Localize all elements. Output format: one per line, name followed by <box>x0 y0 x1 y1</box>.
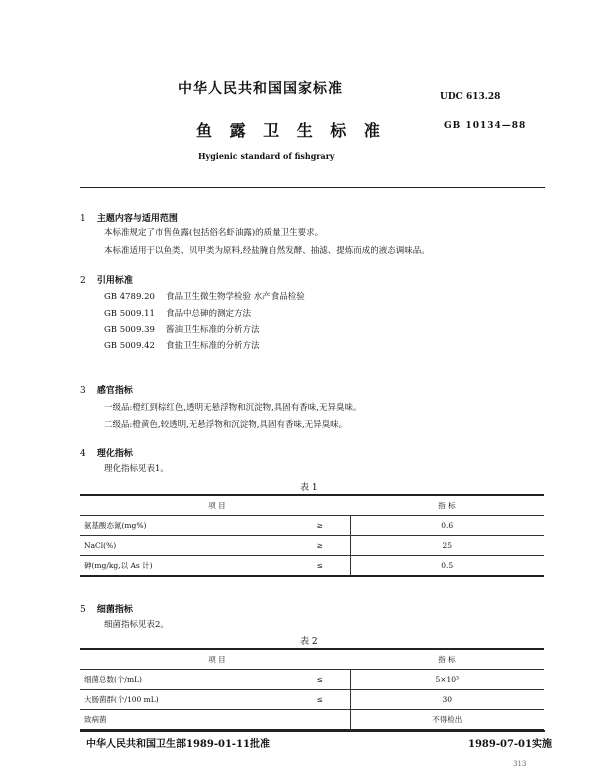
table-row <box>80 556 544 577</box>
header-index-label: 指 标 <box>438 655 456 664</box>
row-operator: ≤ <box>290 556 350 577</box>
row-operator: ≥ <box>290 536 350 556</box>
row-value: 5×10³ <box>350 670 544 690</box>
table-header-row <box>80 495 544 516</box>
reference-name: 酱油卫生标准的分析方法 <box>166 325 260 335</box>
section-2-heading <box>80 268 133 287</box>
table-row <box>80 690 544 710</box>
reference-item <box>104 307 251 319</box>
header-item <box>80 649 350 670</box>
reference-code: GB 5009.11 <box>104 309 155 319</box>
section-number: 2 <box>80 276 86 286</box>
row-item: NaCl(%) <box>80 536 290 556</box>
table-header-row <box>80 649 544 670</box>
row-item: 细菌总数(个/mL) <box>80 670 290 690</box>
header-index-label: 指 标 <box>438 501 456 510</box>
issuing-organization: 中华人民共和国国家标准 <box>178 81 343 97</box>
header-item <box>80 495 350 516</box>
table-2 <box>80 648 544 731</box>
table-row <box>80 536 544 556</box>
udc-number: UDC 613.28 <box>440 92 501 102</box>
reference-code: GB 4789.20 <box>104 292 155 302</box>
reference-name: 食品卫生微生物学检验 水产食品检验 <box>166 292 305 302</box>
section-1-paragraph: 本标准适用于以鱼类、贝甲类为原料,经盐腌自然发酵、抽滤、提炼而成的液态调味品。 <box>104 246 430 256</box>
gb-number: GB 10134—88 <box>444 121 527 131</box>
header-item-label: 项 目 <box>208 655 226 664</box>
table-row <box>80 516 544 536</box>
header-item-label: 项 目 <box>208 501 226 510</box>
reference-item <box>104 290 305 302</box>
reference-item <box>104 323 260 335</box>
section-3-paragraph: 一级品:橙红到棕红色,透明无悬浮物和沉淀物,具固有香味,无异臭味。 <box>104 403 362 413</box>
row-value: 25 <box>350 536 544 556</box>
row-item: 氨基酸态氮(mg%) <box>80 516 290 536</box>
table-2-caption: 表 2 <box>300 637 318 647</box>
standard-title: 鱼 露 卫 生 标 准 <box>196 121 386 140</box>
table-1 <box>80 494 544 577</box>
section-title: 细菌指标 <box>96 605 133 615</box>
section-4-paragraph: 理化指标见表1。 <box>104 464 169 474</box>
row-value: 0.6 <box>350 516 544 536</box>
section-1-heading <box>80 206 178 225</box>
reference-item <box>104 339 260 351</box>
row-operator <box>290 710 350 731</box>
section-number: 4 <box>80 449 86 459</box>
row-item: 大肠菌群(个/100 mL) <box>80 690 290 710</box>
table-1-caption: 表 1 <box>300 483 318 493</box>
section-number: 3 <box>80 386 86 396</box>
approval-statement: 中华人民共和国卫生部1989-01-11批准 <box>86 739 270 750</box>
row-item: 砷(mg/kg,以 As 计) <box>80 556 290 577</box>
header-divider <box>80 187 545 188</box>
table-row <box>80 670 544 690</box>
row-item: 致病菌 <box>80 710 290 731</box>
section-4-heading <box>80 441 133 460</box>
section-title: 主题内容与适用范围 <box>96 214 178 224</box>
section-5-heading <box>80 597 133 616</box>
section-5-paragraph: 细菌指标见表2。 <box>104 620 169 630</box>
footer-divider <box>80 730 545 732</box>
implementation-date: 1989-07-01实施 <box>468 739 552 750</box>
section-title: 感官指标 <box>96 386 133 396</box>
reference-code: GB 5009.42 <box>104 341 155 351</box>
reference-name: 食品中总砷的测定方法 <box>166 309 252 319</box>
row-operator: ≤ <box>290 690 350 710</box>
reference-name: 食盐卫生标准的分析方法 <box>166 341 260 351</box>
row-value: 0.5 <box>350 556 544 577</box>
row-operator: ≥ <box>290 516 350 536</box>
row-value: 不得检出 <box>350 710 544 731</box>
row-operator: ≤ <box>290 670 350 690</box>
reference-code: GB 5009.39 <box>104 325 155 335</box>
row-value: 30 <box>350 690 544 710</box>
section-number: 5 <box>80 605 86 615</box>
section-1-paragraph: 本标准规定了市售鱼露(包括俗名虾油露)的质量卫生要求。 <box>104 228 324 238</box>
section-3-paragraph: 二级品:橙黄色,较透明,无悬浮物和沉淀物,具固有香味,无异臭味。 <box>104 420 348 430</box>
page-number: 313 <box>513 760 527 768</box>
section-title: 引用标准 <box>96 276 133 286</box>
header-index <box>350 495 544 516</box>
section-number: 1 <box>80 214 86 224</box>
table-row <box>80 710 544 731</box>
header-index <box>350 649 544 670</box>
section-title: 理化指标 <box>96 449 133 459</box>
english-title: Hygienic standard of fishgrary <box>198 151 335 161</box>
section-3-heading <box>80 378 133 397</box>
